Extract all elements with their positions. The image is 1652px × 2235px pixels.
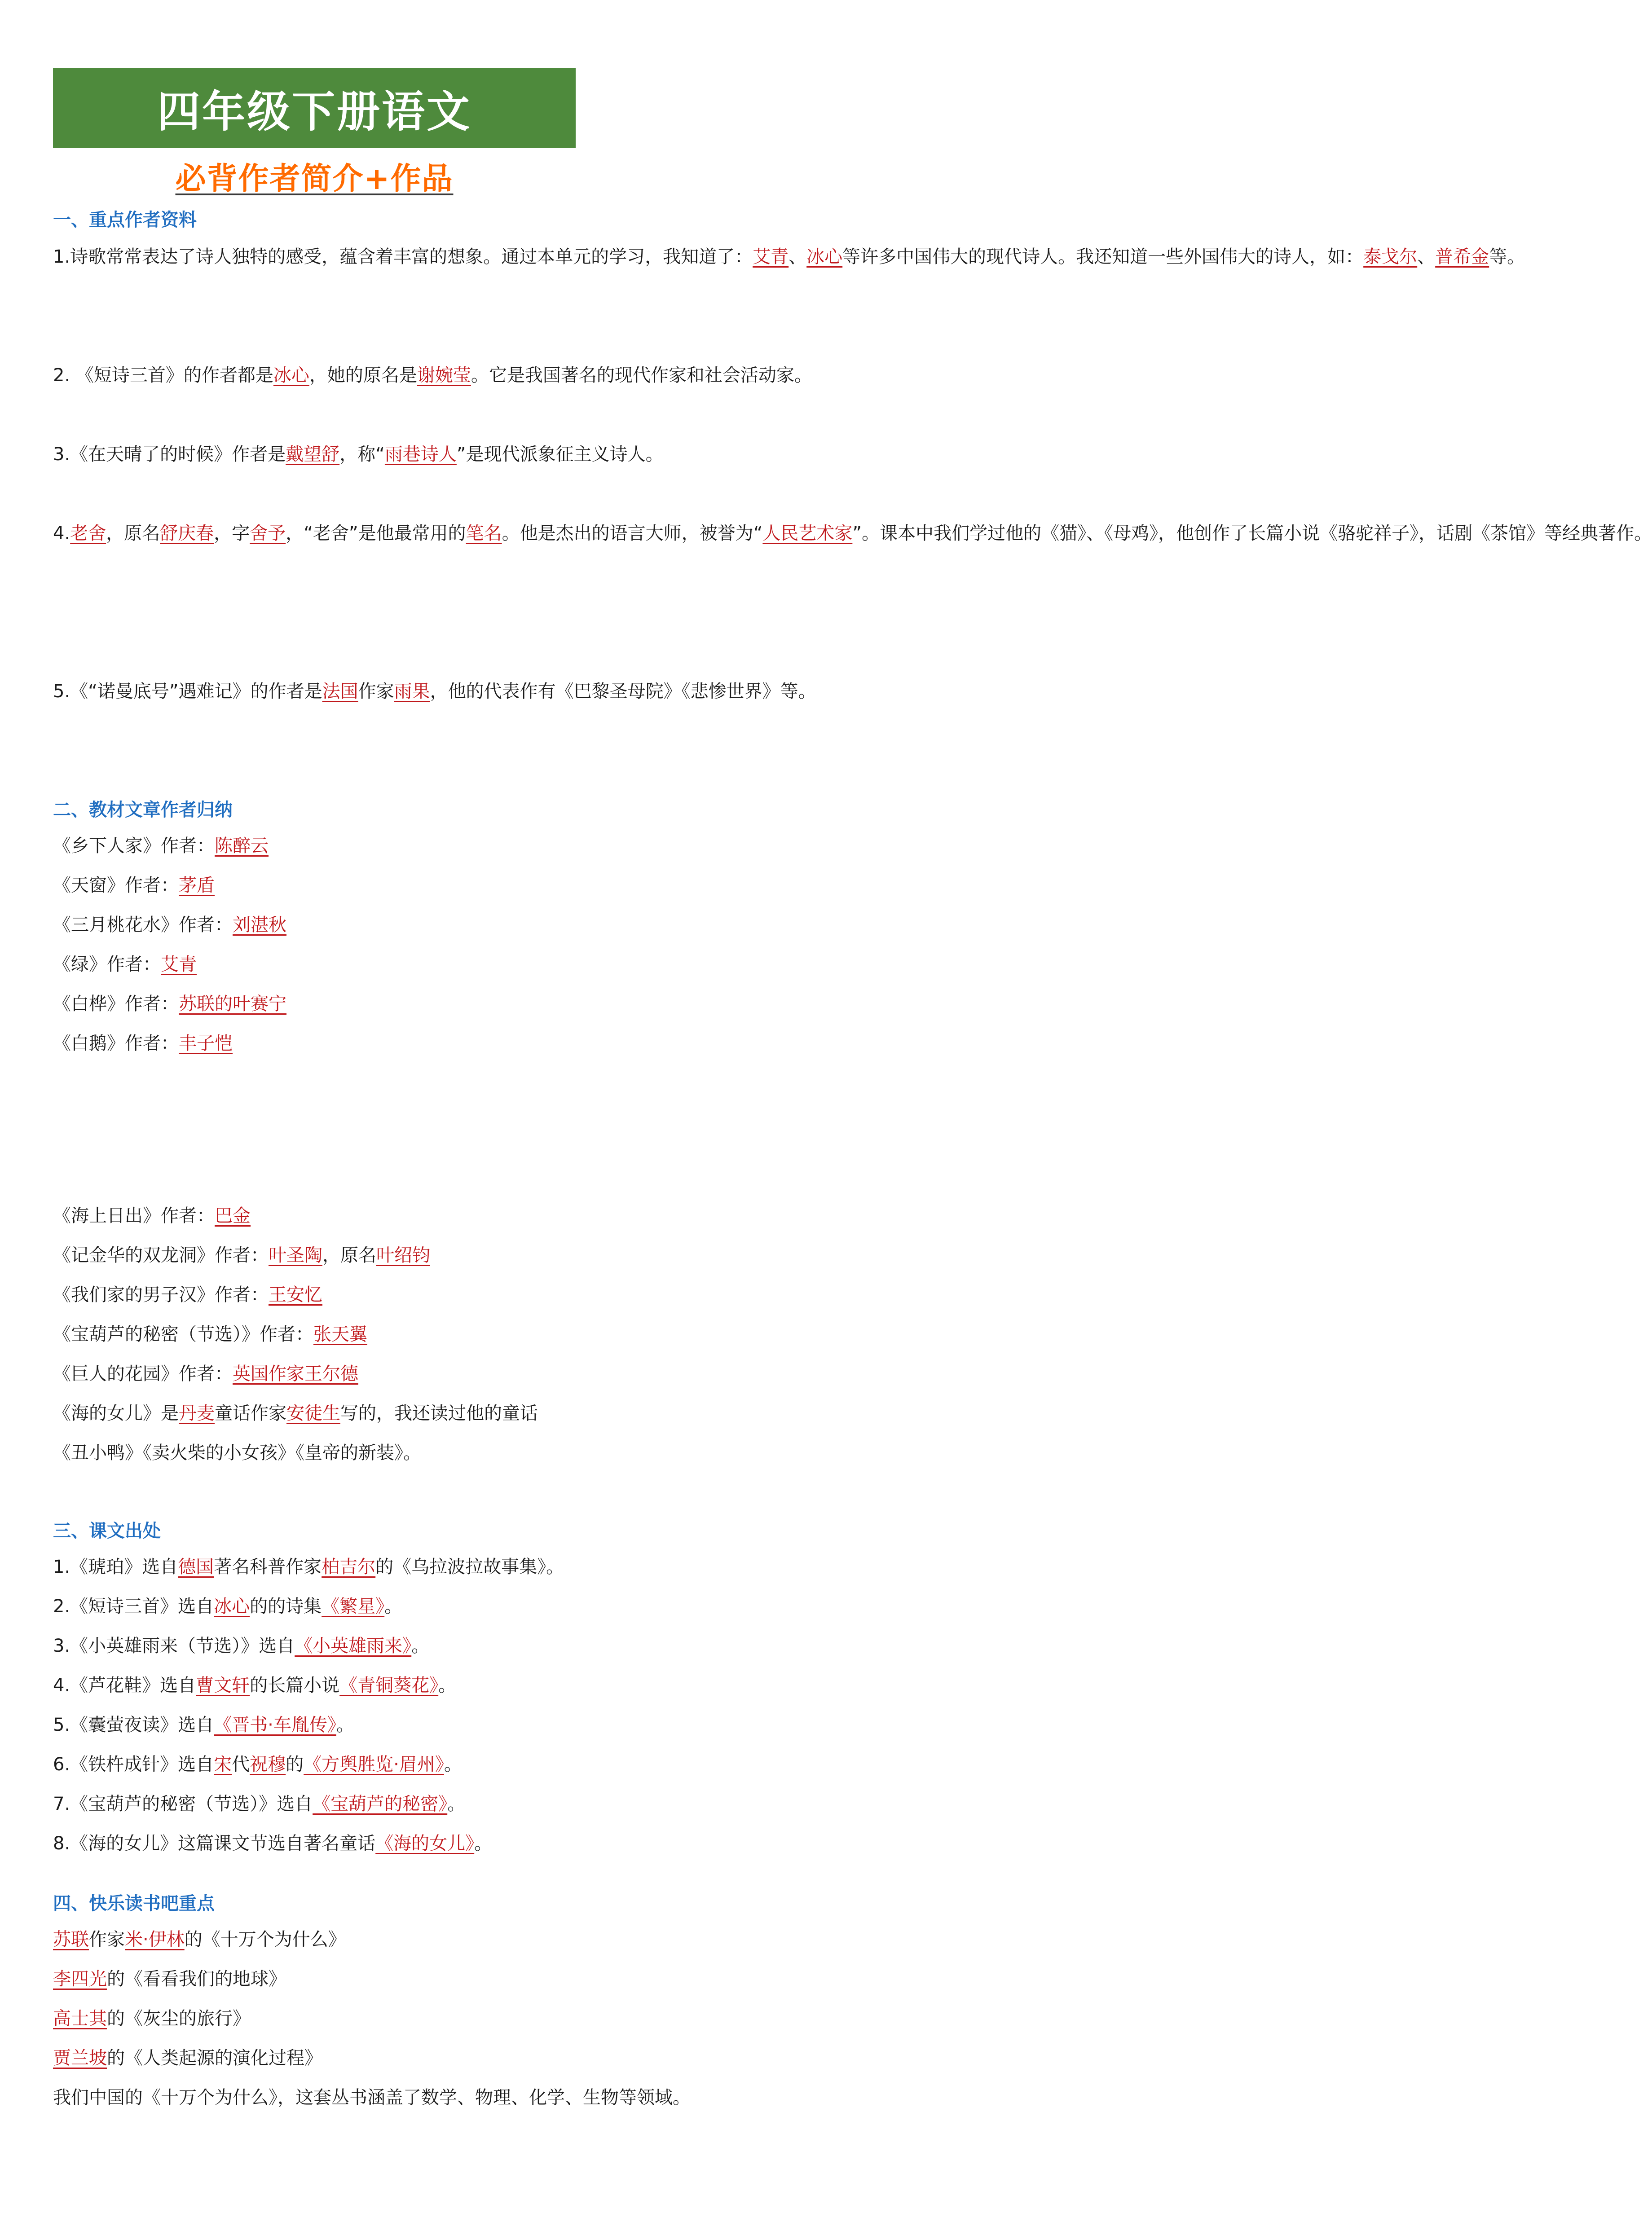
text-run: 4.《芦花鞋》选自 <box>53 1675 196 1696</box>
section-title-text-sources: 三、课文出处 <box>53 1521 161 1541</box>
text-run: 《天窗》作者： <box>53 875 179 896</box>
text-run: 等。 <box>1489 246 1525 267</box>
text-run: 派象征主义诗人。 <box>520 444 664 465</box>
highlighted-term: 戴望舒 <box>286 444 340 465</box>
text-run: 1.《琥珀》选自 <box>53 1557 178 1577</box>
list-item <box>53 1632 429 1657</box>
highlighted-term: 舍予 <box>250 523 286 544</box>
list-item <box>53 911 286 936</box>
text-run: ，原名 <box>106 523 160 544</box>
text-run: 5.《“诺曼底号”遇难记》的作者是 <box>53 681 322 702</box>
text-run: 的《灰尘的旅行》 <box>107 2008 251 2029</box>
list-item <box>53 1711 354 1736</box>
highlighted-term: 《方舆胜览·眉州》 <box>304 1754 444 1775</box>
list-item <box>53 1201 251 1227</box>
highlighted-term: 张天翼 <box>313 1324 367 1345</box>
highlighted-term: 叶绍钧 <box>376 1245 430 1266</box>
text-run: 。 <box>411 1636 430 1656</box>
highlighted-term: 舒庆春 <box>160 523 214 544</box>
highlighted-term: 苏联的叶赛宁 <box>179 994 286 1014</box>
highlighted-term: 米·伊林 <box>125 1929 185 1950</box>
highlighted-term: 叶圣陶 <box>269 1245 322 1266</box>
text-run: 《记金华的双龙洞》作者： <box>53 1245 269 1266</box>
text-run: 《白桦》作者： <box>53 994 179 1014</box>
text-run: ，原名 <box>322 1245 376 1266</box>
text-run: 、 <box>1417 246 1436 267</box>
text-run: ”。课本中我们学 <box>852 523 988 544</box>
highlighted-term: 《晋书·车胤传》 <box>214 1715 336 1735</box>
highlighted-term: 宋 <box>214 1754 232 1775</box>
text-run: 《白鹅》作者： <box>53 1033 179 1054</box>
list-item <box>53 1241 430 1267</box>
text-run: 的《十万个为什么》 <box>184 1929 346 1950</box>
highlighted-term: 人民艺术家 <box>762 523 853 544</box>
list-item <box>53 1671 456 1697</box>
highlighted-term: 祝穆 <box>250 1754 286 1775</box>
paragraph-4 <box>53 514 1652 553</box>
text-run: 。 <box>502 523 520 544</box>
text-run: ，她的原名是 <box>309 365 417 386</box>
text-run: 作家 <box>358 681 394 702</box>
text-run: 我们中国的《十万个为什么》，这套丛书涵盖了数学、物理、 <box>53 2087 529 2108</box>
highlighted-term: 丹麦 <box>179 1403 215 1424</box>
text-run: ，称“ <box>339 444 385 465</box>
paragraph-2 <box>53 356 812 395</box>
text-run: 。 <box>447 1794 466 1814</box>
highlighted-term: 刘湛秋 <box>233 915 286 935</box>
text-run: 他是杰出的语言大师，被誉为“ <box>520 523 763 544</box>
text-run: 本单元的学习，我知道了： <box>537 246 753 267</box>
highlighted-term: 柏吉尔 <box>322 1557 376 1577</box>
text-run: 1.诗歌常常表达了诗人独特的感受，蕴含着丰富的想象。通过 <box>53 246 537 267</box>
title-banner <box>53 68 576 148</box>
highlighted-term: 泰戈尔 <box>1363 246 1418 267</box>
text-run: 我国著名的现代作家和社会活动家。 <box>524 365 812 386</box>
section-title-key-authors: 一、重点作者资料 <box>53 210 197 230</box>
text-run: 著名科普作家 <box>214 1557 322 1577</box>
text-run: 诗人。我还知道一些外国伟大的诗人，如： <box>1022 246 1364 267</box>
list-item <box>53 1750 462 1776</box>
list-item <box>53 1359 358 1385</box>
list-item <box>53 1280 322 1306</box>
text-run: 童话作家 <box>215 1403 286 1424</box>
paragraph-3 <box>53 435 664 474</box>
reading-bar-closing <box>53 2078 691 2117</box>
highlighted-term: 《青铜葵花》 <box>339 1675 439 1696</box>
highlighted-term: 苏联 <box>53 1929 89 1950</box>
highlighted-term: 雨果 <box>394 681 430 702</box>
text-run: 的《看看我们的地球》 <box>107 1969 286 1989</box>
text-run: 写的，我还读过他的童话 <box>340 1403 538 1424</box>
highlighted-term: 巴金 <box>215 1205 251 1226</box>
text-run: 。 <box>384 1596 403 1617</box>
list-item <box>53 1399 538 1425</box>
text-run: 化学、生物等领域。 <box>529 2087 691 2108</box>
text-run: 《绿》作者： <box>53 954 161 975</box>
highlighted-term: 陈醉云 <box>215 836 269 856</box>
list-item <box>53 871 215 897</box>
list-item <box>53 1439 421 1464</box>
highlighted-term: 《海的女儿》 <box>375 1833 475 1854</box>
highlighted-term: 英国作家王尔德 <box>233 1364 358 1384</box>
text-run: 7.《宝葫芦的秘密（节选）》选自 <box>53 1794 313 1814</box>
highlighted-term: 《小英雄雨来》 <box>295 1636 412 1656</box>
section-title-textbook-authors: 二、教材文章作者归纳 <box>53 800 233 820</box>
highlighted-term: 艾青 <box>161 954 197 975</box>
list-item <box>53 1829 492 1855</box>
highlighted-term: 老舍 <box>70 523 106 544</box>
list-item <box>53 1965 286 1990</box>
text-run: 等许多中国伟大的现代 <box>842 246 1022 267</box>
highlighted-term: 德国 <box>178 1557 214 1577</box>
highlighted-term: 丰子恺 <box>179 1033 233 1054</box>
text-run: 8.《海的女儿》这篇课文节选自著名童话 <box>53 1833 376 1854</box>
text-run: 《我们家的男子汉》作者： <box>53 1285 269 1305</box>
highlighted-term: 笔名 <box>466 523 502 544</box>
list-item <box>53 1029 233 1055</box>
list-item <box>53 1320 367 1346</box>
highlighted-term: 曹文轩 <box>196 1675 250 1696</box>
highlighted-term: 冰心 <box>214 1596 250 1617</box>
highlighted-term: 安徒生 <box>286 1403 340 1424</box>
text-run: ，字 <box>214 523 250 544</box>
text-run: 过他的《猫》、《母鸡》，他创作了长篇小说《骆驼祥子》， <box>987 523 1437 544</box>
text-run: 。 <box>474 1833 493 1854</box>
text-run: 的的诗集 <box>250 1596 322 1617</box>
paragraph-5 <box>53 672 816 711</box>
list-item <box>53 1553 564 1578</box>
text-run: 4. <box>53 523 70 544</box>
highlighted-term: 《繁星》 <box>322 1596 385 1617</box>
paragraph-1 <box>53 237 1525 277</box>
text-run: 3.《在天晴了的时候》作者是 <box>53 444 286 465</box>
highlighted-term: 谢婉莹 <box>417 365 471 386</box>
text-run: 2. 《短诗三首》的作者都是 <box>53 365 273 386</box>
text-run: 《三月桃花水》作者： <box>53 915 233 935</box>
text-run: 。 <box>438 1675 457 1696</box>
text-run: 话剧《茶馆》等经典著作。 <box>1436 523 1652 544</box>
text-run: 3.《小英雄雨来（节选）》选自 <box>53 1636 295 1656</box>
highlighted-term: 李四光 <box>53 1969 107 1989</box>
highlighted-term: 艾青 <box>753 246 789 267</box>
text-run: 的长篇小说 <box>250 1675 340 1696</box>
highlighted-term: 《宝葫芦的秘密》 <box>313 1794 448 1814</box>
list-item <box>53 950 197 976</box>
list-item <box>53 990 286 1015</box>
highlighted-term: 茅盾 <box>179 875 215 896</box>
text-run: 《丑小鸭》《卖火柴的小女孩》《皇帝的新装》。 <box>53 1443 421 1463</box>
text-run: 2.《短诗三首》选自 <box>53 1596 214 1617</box>
text-run: 《宝葫芦的秘密（节选）》作者： <box>53 1324 313 1345</box>
list-item <box>53 832 269 857</box>
text-run: 《海的女儿》是 <box>53 1403 179 1424</box>
highlighted-term: 贾兰坡 <box>53 2048 107 2068</box>
text-run: 的 <box>286 1754 304 1775</box>
text-run: 的《乌拉波拉故事集》。 <box>375 1557 564 1577</box>
page-subtitle: 必背作者简介+作品 <box>175 161 454 197</box>
list-item <box>53 1592 402 1618</box>
page-title: 四年级下册语文 <box>157 86 471 137</box>
list-item <box>53 2044 322 2069</box>
highlighted-term: 法国 <box>322 681 358 702</box>
text-run: 6.《铁杵成针》选自 <box>53 1754 214 1775</box>
highlighted-term: 雨巷诗人 <box>384 444 457 465</box>
list-item <box>53 2004 251 2030</box>
text-run: 的《人类起源的演化过程》 <box>107 2048 322 2068</box>
highlighted-term: 冰心 <box>273 365 309 386</box>
text-run: ，他的代表 <box>430 681 520 702</box>
text-run: 。 <box>336 1715 354 1735</box>
list-item <box>53 1925 346 1951</box>
highlighted-term: 高士其 <box>53 2008 107 2029</box>
text-run: 作家 <box>89 1929 125 1950</box>
text-run: 5.《囊萤夜读》选自 <box>53 1715 214 1735</box>
text-run: 代 <box>232 1754 250 1775</box>
text-run: ，“老舍”是他最常用的 <box>286 523 466 544</box>
highlighted-term: 普希金 <box>1435 246 1489 267</box>
text-run: 。它是 <box>471 365 525 386</box>
text-run: 作有《巴黎圣母院》《悲惨世界》等。 <box>520 681 816 702</box>
text-run: 、 <box>789 246 807 267</box>
section-title-reading-bar: 四、快乐读书吧重点 <box>53 1893 215 1914</box>
text-run: 《乡下人家》作者： <box>53 836 215 856</box>
highlighted-term: 王安忆 <box>269 1285 322 1305</box>
list-item <box>53 1790 465 1815</box>
highlighted-term: 冰心 <box>806 246 843 267</box>
text-run: 《海上日出》作者： <box>53 1205 215 1226</box>
text-run: ”是现代 <box>456 444 520 465</box>
text-run: 《巨人的花园》作者： <box>53 1364 233 1384</box>
text-run: 。 <box>444 1754 462 1775</box>
